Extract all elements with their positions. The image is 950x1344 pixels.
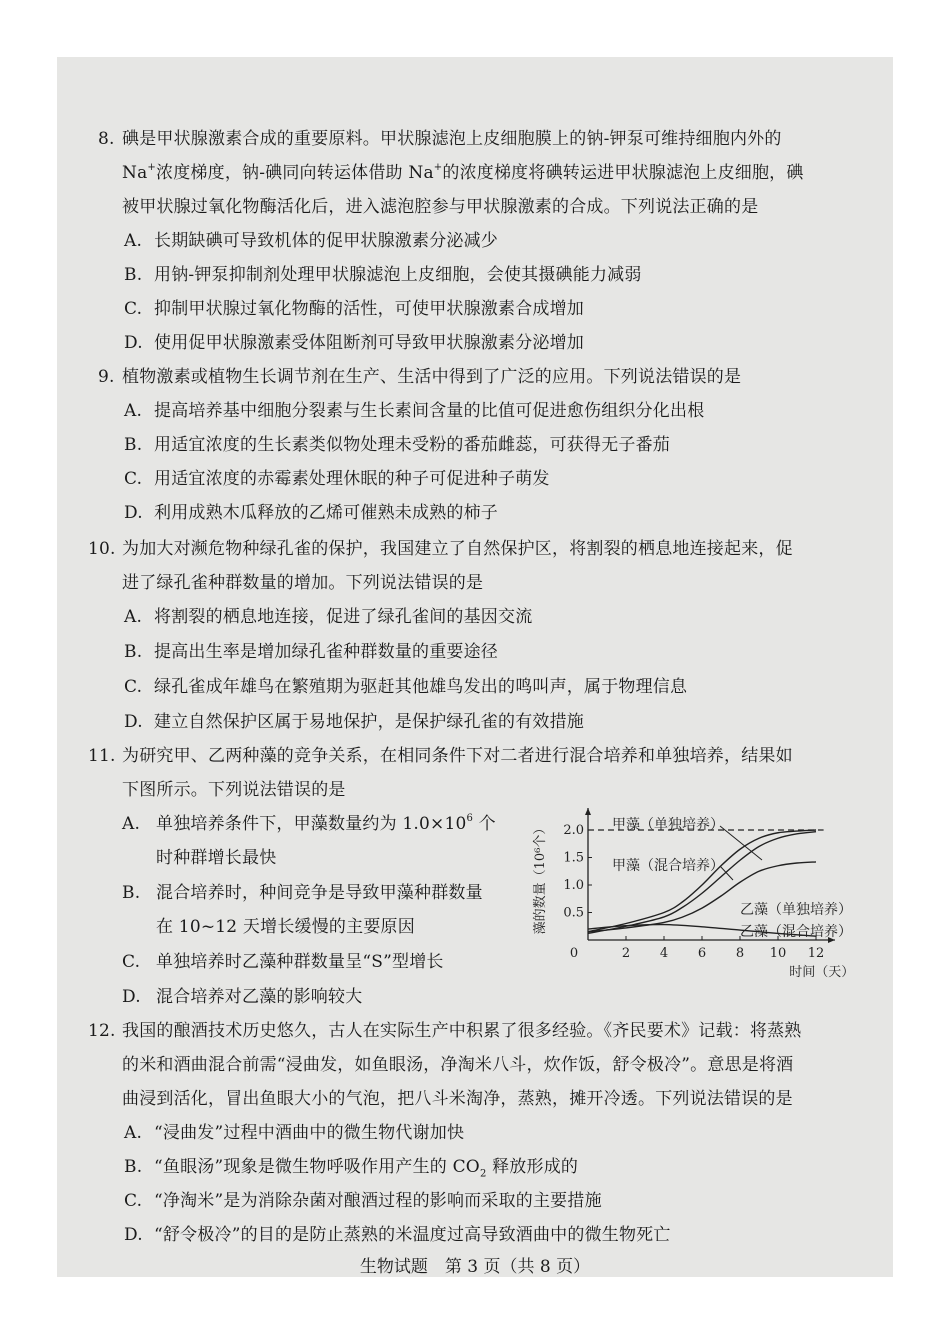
x-tick-label: 12 [807, 946, 825, 961]
question-stem-line: 被甲状腺过氧化物酶活化后，进入滤泡腔参与甲状腺激素的合成。下列说法正确的是 [122, 197, 759, 217]
option-line: A. 单独培养条件下，甲藻数量约为 $1.0\times 10^6$ 个 [122, 813, 496, 834]
option-label: D. [124, 1225, 143, 1245]
option-label: C. [124, 469, 143, 489]
option-line: C. 用适宜浓度的赤霉素处理休眠的种子可促进种子萌发 [124, 469, 550, 489]
subscript: 2 [479, 1168, 487, 1180]
question-number: 10. [88, 539, 116, 559]
series-line [588, 832, 816, 934]
option-label: A. [122, 814, 141, 834]
option-line: B. 用钠-钾泵抑制剂处理甲状腺滤泡上皮细胞，会使其摄碘能力减弱 [124, 265, 642, 285]
y-axis-label: 藻的数量（10⁶个） [533, 821, 548, 935]
y-tick-label: 2.0 [563, 823, 584, 838]
option-line: D. 利用成熟木瓜释放的乙烯可催熟未成熟的柿子 [124, 503, 498, 523]
option-line: D. 混合培养对乙藻的影响较大 [122, 987, 363, 1007]
series-label: 乙藻（单独培养） [740, 902, 852, 918]
option-label: B. [124, 265, 143, 285]
superscript: + [433, 162, 443, 174]
option-line: B. 混合培养时，种间竞争是导致甲藻种群数量 [122, 883, 483, 903]
option-line: D. “舒令极冷”的目的是防止蒸熟的米温度过高导致酒曲中的微生物死亡 [124, 1225, 671, 1245]
question-number: 9. [98, 367, 115, 387]
series-label: 甲藻（混合培养） [612, 858, 724, 874]
question-stem-line: 8. 碘是甲状腺激素合成的重要原料。甲状腺滤泡上皮细胞膜上的钠-钾泵可维持细胞内外的 [98, 129, 782, 149]
question-stem-line: Na+浓度梯度，钠-碘同向转运体借助 Na+的浓度梯度将碘转运进甲状腺滤泡上皮细胞，碘 [122, 162, 804, 183]
option-line: B. “鱼眼汤”现象是微生物呼吸作用产生的 $CO_2$ 释放形成的 [124, 1157, 579, 1180]
option-label: D. [122, 987, 141, 1007]
option-line: A. 长期缺碘可导致机体的促甲状腺激素分泌减少 [124, 231, 498, 251]
question-stem-line: 进了绿孔雀种群数量的增加。下列说法错误的是 [122, 573, 484, 593]
question-stem-line: 下图所示。下列说法错误的是 [122, 780, 346, 800]
question-stem-line: 曲浸到活化，冒出鱼眼大小的气泡，把八斗米淘净，蒸熟，摊开冷透。下列说法错误的是 [122, 1089, 793, 1109]
question-stem-line: 11. 为研究甲、乙两种藻的竞争关系，在相同条件下对二者进行混合培养和单独培养，结果如 [88, 746, 793, 766]
option-line: D. 建立自然保护区属于易地保护，是保护绿孔雀的有效措施 [124, 712, 584, 732]
superscript: + [147, 162, 157, 174]
option-label: D. [124, 712, 143, 732]
option-line: 在 10~12 天增长缓慢的主要原因 [156, 917, 415, 937]
option-line: C. 绿孔雀成年雄鸟在繁殖期为驱赶其他雄鸟发出的鸣叫声，属于物理信息 [124, 677, 688, 697]
x-tick-label: 0 [569, 946, 579, 961]
option-line: D. 使用促甲状腺激素受体阻断剂可导致甲状腺激素分泌增加 [124, 333, 584, 353]
option-line: A. 将割裂的栖息地连接，促进了绿孔雀间的基因交流 [124, 607, 533, 627]
question-number: 12. [88, 1021, 116, 1041]
question-stem-line: 12. 我国的酿酒技术历史悠久，古人在实际生产中积累了很多经验。《齐民要术》记载：将蒸熟 [88, 1021, 802, 1041]
leader-line [720, 826, 762, 860]
question-number: 8. [98, 129, 115, 149]
option-line: C. 单独培养时乙藻种群数量呈“S”型增长 [122, 952, 444, 972]
option-label: B. [124, 1157, 143, 1177]
option-label: A. [124, 1123, 143, 1143]
y-tick-label: 1.0 [563, 878, 584, 893]
option-line: C. 抑制甲状腺过氧化物酶的活性，可使甲状腺激素合成增加 [124, 299, 584, 319]
option-line: A. 提高培养基中细胞分裂素与生长素间含量的比值可促进愈伤组织分化出根 [124, 401, 705, 421]
option-label: B. [124, 642, 143, 662]
option-label: D. [124, 333, 143, 353]
x-axis-label: 时间（天） [789, 965, 855, 980]
question-stem-line: 的米和酒曲混合前需“浸曲发，如鱼眼汤，净淘米八斗，炊作饭，舒令极冷”。意思是将酒 [122, 1055, 794, 1075]
x-tick-label: 10 [769, 946, 787, 961]
x-tick-label: 2 [621, 946, 631, 961]
option-label: A. [124, 231, 143, 251]
option-label: C. [124, 1191, 143, 1211]
x-tick-label: 8 [735, 946, 745, 961]
y-axis-arrow [585, 808, 591, 815]
option-line: C. “净淘米”是为消除杂菌对酿酒过程的影响而采取的主要措施 [124, 1191, 602, 1211]
superscript: 6 [466, 813, 474, 825]
option-label: A. [124, 607, 143, 627]
series-label: 甲藻（单独培养） [612, 817, 724, 833]
algae-chart [530, 808, 870, 998]
question-stem-line: 9. 植物激素或植物生长调节剂在生产、生活中得到了广泛的应用。下列说法错误的是 [98, 367, 742, 387]
option-label: A. [124, 401, 143, 421]
option-line: A. “浸曲发”过程中酒曲中的微生物代谢加快 [124, 1123, 465, 1143]
y-tick-label: 0.5 [563, 905, 584, 921]
question-number: 11. [88, 746, 116, 766]
option-label: B. [124, 435, 143, 455]
option-label: C. [124, 299, 143, 319]
question-stem-line: 10. 为加大对濒危物种绿孔雀的保护，我国建立了自然保护区，将割裂的栖息地连接起来，促 [88, 539, 793, 559]
option-label: D. [124, 503, 143, 523]
page-footer: 生物试题 第 3 页（共 8 页） [359, 1257, 591, 1277]
option-label: C. [122, 952, 141, 972]
series-label: 乙藻（混合培养） [740, 924, 852, 940]
x-tick-label: 6 [697, 946, 707, 961]
option-line: B. 用适宜浓度的生长素类似物处理未受粉的番茄雌蕊，可获得无子番茄 [124, 435, 670, 455]
y-tick-label: 1.5 [563, 850, 584, 866]
option-label: C. [124, 677, 143, 697]
option-line: 时种群增长最快 [156, 848, 277, 868]
option-label: B. [122, 883, 141, 903]
option-line: B. 提高出生率是增加绿孔雀种群数量的重要途径 [124, 642, 498, 662]
x-tick-label: 4 [659, 946, 669, 961]
